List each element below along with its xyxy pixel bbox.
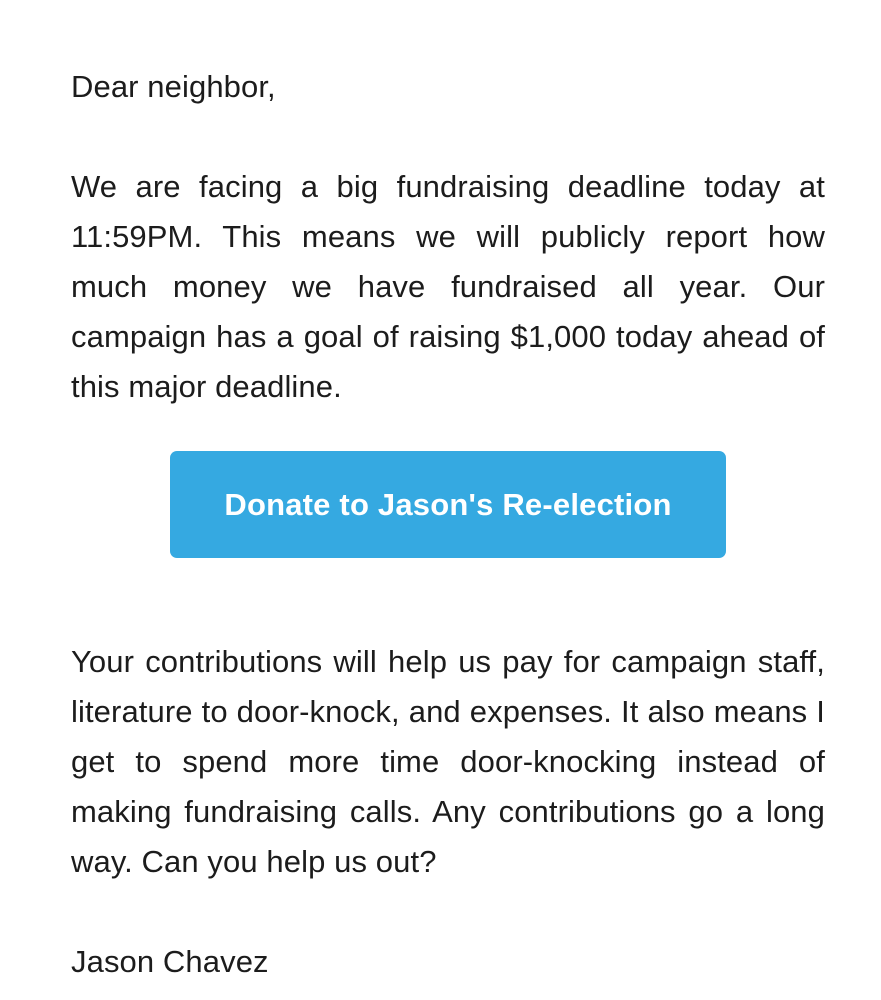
signature-name: Jason Chavez — [71, 944, 269, 979]
donate-button-container — [170, 451, 726, 558]
donate-button[interactable]: Donate to Jason's Re-election — [170, 451, 726, 558]
email-body — [71, 62, 825, 412]
intro-paragraph: We are facing a big fundraising deadline today at 11:59PM. This means we will publicly report how much money we have fundraised all year. Our campaign has a goal of raising $1,000 today ahead of this major deadline. — [71, 169, 825, 404]
contribution-paragraph: Your contributions will help us pay for campaign staff, literature to door-knock, and expenses. It also means I get to spend more time door-knocking instead of making fundraising calls. Any contributions go a long way. Can you help us out? — [71, 644, 825, 879]
greeting-text: Dear neighbor, — [71, 69, 276, 104]
